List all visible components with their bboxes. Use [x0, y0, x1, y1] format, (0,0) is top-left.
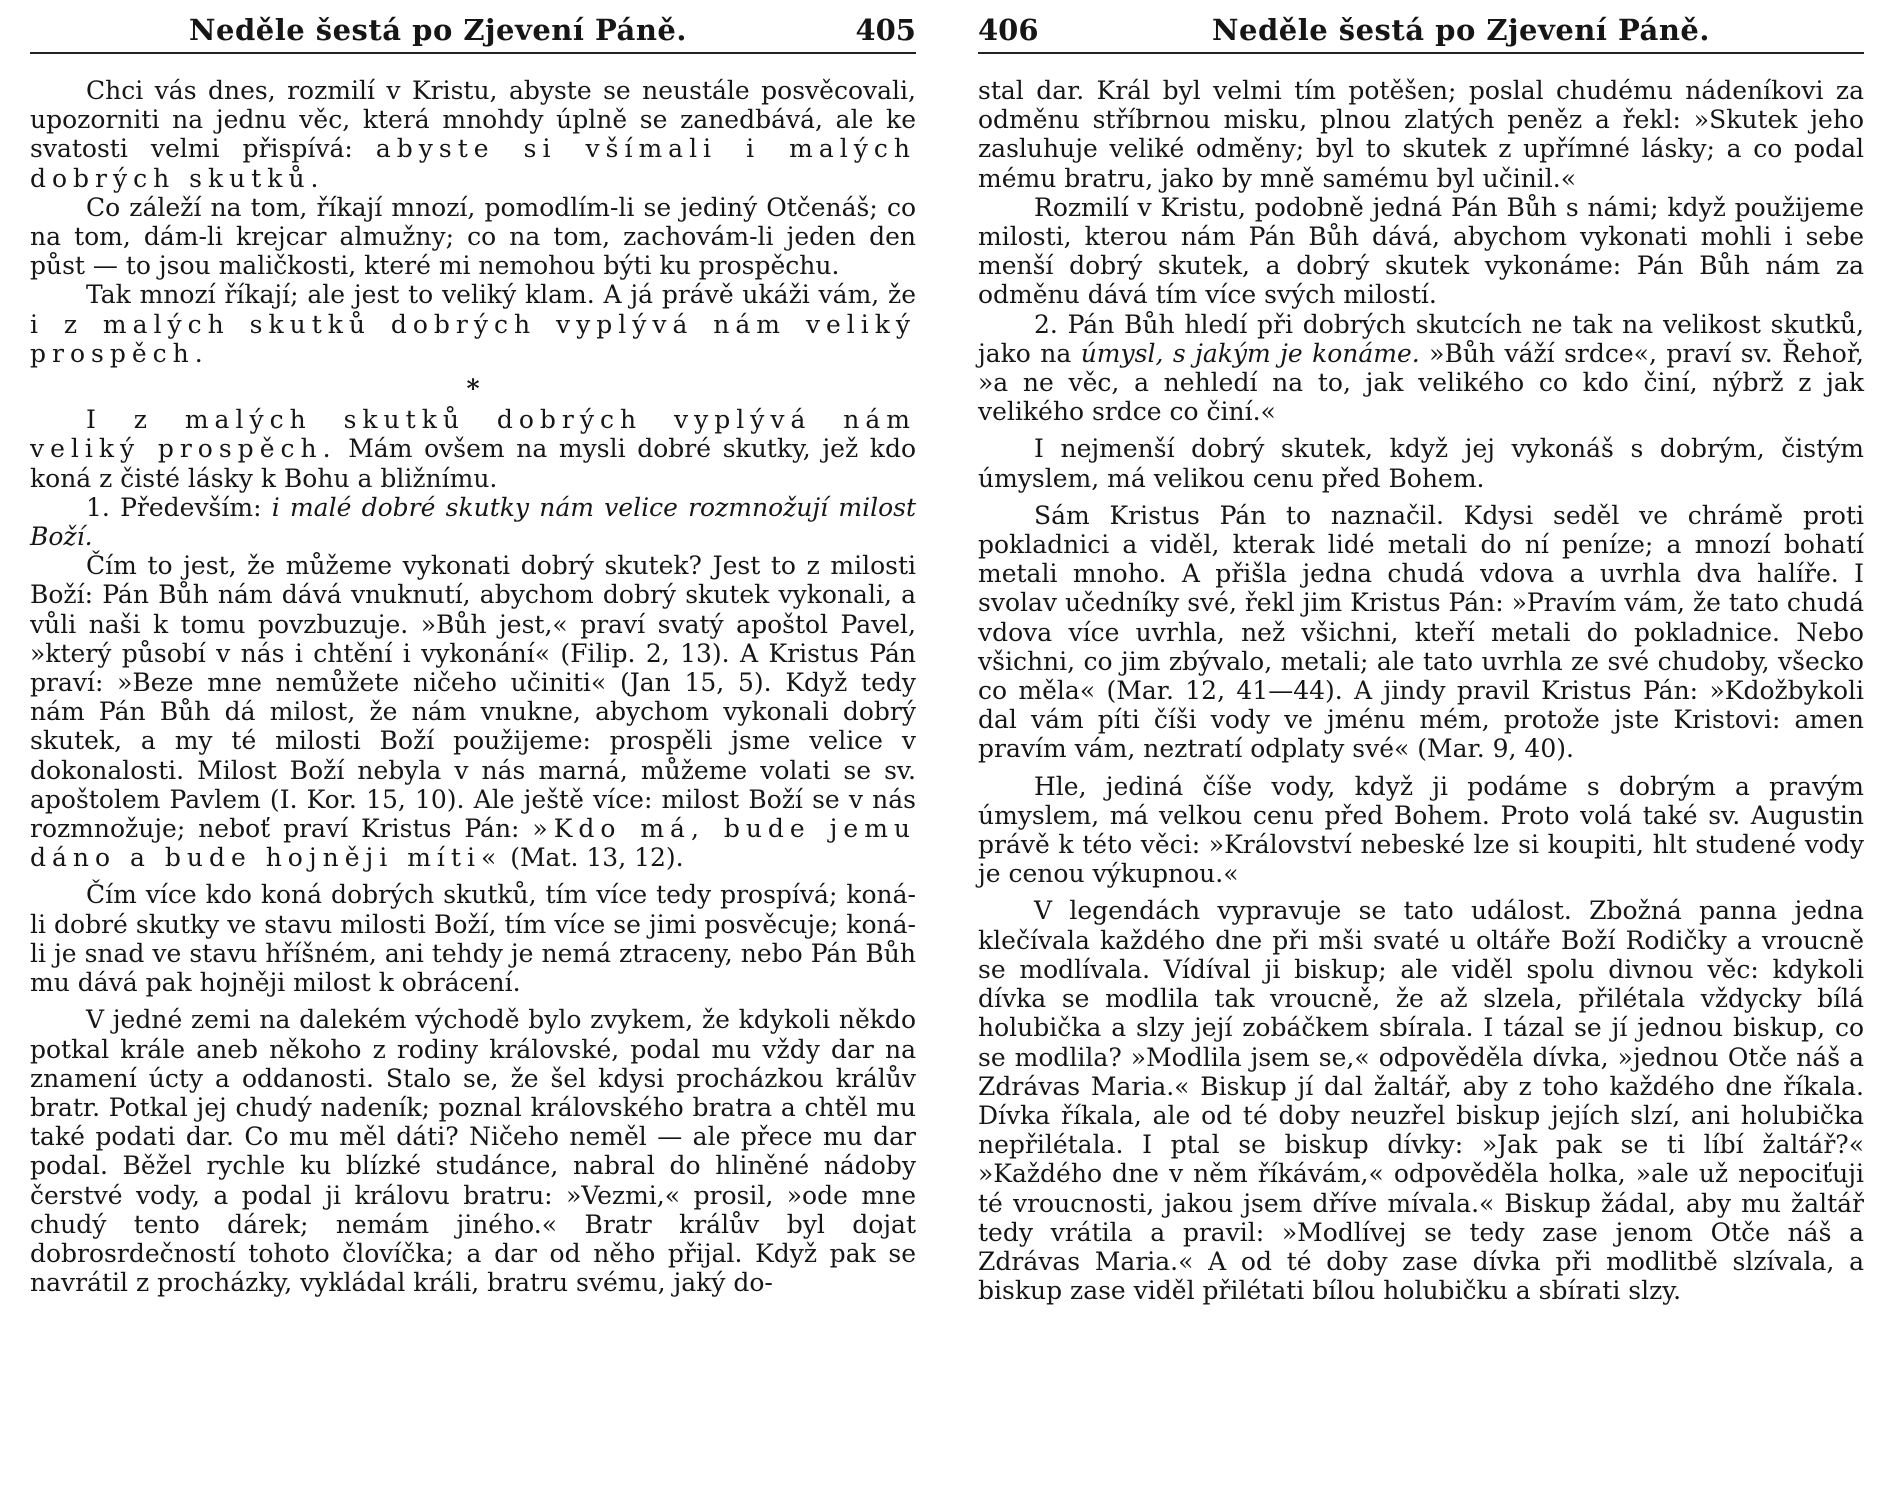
paragraph: Co záleží na tom, říkají mnozí, pomodlím-li se jediný Otčenáš; co na tom, dám-li krejcar almužny; co na tom, zachovám-li jeden den půst — to jsou maličkosti, které mi nemohou býti ku prospěchu.: [30, 192, 916, 281]
right-page: [966, 0, 1890, 1500]
left-page: [0, 0, 936, 1500]
paragraph-text: »Bůh váží srdce«, praví sv. Řehoř, »a ne věc, a nehledí na to, jak velikého co kdo činí, nýbrž z jak velikého srdce co činí.«: [978, 338, 1864, 427]
paragraph-text: Čím to jest, že můžeme vykonati dobrý skutek? Jest to z milosti Boží: Pán Bůh nám dává vnuknutí, abychom dobrý skutek vykonali, a vůli naši k tomu povzbuzuje. »Bůh jest,« praví svatý apoštol Pavel, »který působí v nás i chtění i vykonání« (Filip. 2, 13). A Kristus Pán praví: »Beze mne nemůžete ničeho učiniti« (Jan 15, 5). Když tedy nám Pán Bůh dá milost, že nám vnukne, abychom vykonali dobrý skutek, a my té milosti Boží použijeme: prospěli jsme velice v dokonalosti. Milost Boží nebyla v nás marná, můžeme volati se sv. apoštolem Pavlem (I. Kor. 15, 10). Ale ještě více: milost Boží se v nás rozmnožuje; neboť praví Kristus Pán:: [30, 551, 916, 844]
running-title: Neděle šestá po Zjevení Páně.: [1212, 13, 1710, 47]
paragraph: Sám Kristus Pán to naznačil. Kdysi seděl ve chrámě proti pokladnici a viděl, kterak lidé metali do ní peníze; a mnozí bohatí metali mnoho. A přišla jedna chudá vdova a uvrhla dva halíře. I svolav učedníky své, řekl jim Kristus Pán: »Pravím vám, že tato chudá vdova více uvrhla, než všichni, kteří metali do pokladnice. Nebo všichni, co jim zbývalo, metali; ale tato uvrhla ze své chudoby, všecko co měla« (Mar. 12, 41—44). A jindy pravil Kristus Pán: »Kdožbykoli dal vám píti číši vody ve jménu mém, protože jste Kristovi: amen pravím vám, neztratí odplaty své« (Mar. 9, 40).: [978, 500, 1864, 764]
paragraph-text: 2. Pán Bůh hledí při dobrých skutcích ne tak na velikost skutků, jako na: [978, 309, 1864, 368]
spaced-emphasis: »Kdo má, bude jemu dáno a bude hojněji míti«: [30, 814, 916, 873]
italic-emphasis: úmysl, s jakým je konáme.: [1080, 338, 1420, 368]
paragraph: [30, 551, 916, 872]
paragraph-text: Chci vás dnes, rozmilí v Kristu, abyste se neustále posvěcovali, upozorniti na jednu věc, která mnohdy úplně se zanedbává, ale ke svatosti velmi přispívá:: [30, 76, 916, 164]
page-number: 406: [978, 13, 1039, 47]
page-body: [978, 76, 1864, 1305]
paragraph-text: (Mat. 13, 12).: [502, 843, 684, 873]
paragraph: Rozmilí v Kristu, podobně jedná Pán Bůh s námi; když použijeme milosti, kterou nám Pán Bůh dává, abychom vykonati mohli i sebe menší dobrý skutek, a dobrý skutek vykonáme: Pán Bůh nám za odměnu dává tím více svých milostí.: [978, 192, 1864, 310]
italic-emphasis: i malé dobré skutky nám velice rozmnožují milost Boží.: [30, 492, 916, 552]
spaced-emphasis: I z malých skutků dobrých vyplývá nám veliký prospěch.: [30, 405, 916, 464]
paragraph-text: Mám ovšem na mysli dobré skutky, jež kdo koná z čisté lásky k Bohu a bližnímu.: [30, 434, 917, 493]
paragraph: stal dar. Král byl velmi tím potěšen; poslal chudému nádeníkovi za odměnu stříbrnou misku, plnou zlatých peněz a řekl: »Skutek jeho zasluhuje veliké odměny; byl to skutek z upřímné lásky; a co podal mému bratru, jako by mně samému byl učinil.«: [978, 76, 1864, 193]
section-divider: *: [466, 374, 480, 404]
page-header: [978, 8, 1864, 54]
paragraph: [30, 493, 916, 551]
page-number: 405: [855, 13, 916, 47]
paragraph: V legendách vypravuje se tato událost. Zbožná panna jedna klečívala každého dne při mši svaté u oltáře Boží Rodičky a vroucně se modlívala. Vídíval ji biskup; ale viděl spolu divnou věc: kdykoli dívka se modlila tak vroucně, že až slzela, přilétala vždycky bílá holubička a slzy její zobáčkem sbírala. I tázal se jí jednou biskup, co se modlila? »Modlila jsem se,« odpověděla dívka, »jednou Otče náš a Zdrávas Maria.« Biskup jí dal žaltář, aby z toho každého dne říkala. Dívka říkala, ale od té doby neuzřel biskup jejích slzí, ani holubička nepřilétala. I ptal se biskup dívky: »Jak pak se ti líbí žaltář?« »Každého dne v něm říkávám,« odpověděla holka, »ale už nepociťuji té vroucnosti, jakou jsem dříve mívala.« Biskup žádal, aby mu žaltář tedy vrátila a pravil: »Modlívej se tedy zase jenom Otče náš a Zdrávas Maria.« A od té doby zase dívka při modlitbě slzívala, a biskup zase viděl přilétati bílou holubičku a sbírati slzy.: [978, 896, 1864, 1306]
paragraph: Čím více kdo koná dobrých skutků, tím více tedy prospívá; koná-li dobré skutky ve stavu milosti Boží, tím více se jimi posvěcuje; koná-li je snad ve stavu hříšném, ani tehdy je nemá ztraceny, nebo Pán Bůh mu dává pak hojněji milost k obrácení.: [30, 880, 916, 998]
paragraph: [30, 76, 916, 193]
paragraph: I nejmenší dobrý skutek, když jej vykonáš s dobrým, čistým úmyslem, má velikou cenu před Bohem.: [978, 434, 1864, 493]
page-header: [30, 8, 916, 54]
paragraph: [978, 310, 1864, 427]
paragraph: Hle, jediná číše vody, když ji podáme s dobrým a pravým úmyslem, má velkou cenu před Bohem. Proto volá také sv. Augustin právě k této věci: »Království nebeské lze si koupiti, hlt studené vody je cenou výkupnou.«: [978, 771, 1864, 889]
spaced-emphasis: i z malých skutků dobrých vyplývá nám veliký prospěch.: [30, 309, 916, 368]
spaced-emphasis: abyste si všímali i malých dobrých skutků.: [30, 134, 916, 193]
paragraph-text: Tak mnozí říkají; ale jest to veliký klam. A já právě ukáži vám, že: [86, 280, 916, 310]
page-body: [30, 76, 916, 1297]
paragraph: [30, 280, 916, 368]
paragraph: [30, 405, 916, 493]
running-title: Neděle šestá po Zjevení Páně.: [189, 13, 687, 47]
paragraph-text: 1. Především:: [86, 492, 272, 522]
paragraph: V jedné zemi na dalekém východě bylo zvykem, že kdykoli někdo potkal krále aneb někoho z rodiny královské, podal mu vždy dar na znamení úcty a oddanosti. Stalo se, že šel kdysi procházkou králův bratr. Potkal jej chudý nadeník; poznal královského bratra a chtěl mu také podati dar. Co mu měl dáti? Ničeho neměl — ale přece mu dar podal. Běžel rychle ku blízké studánce, nabral do hliněné nádoby čerstvé vody, a podal ji královu bratru: »Vezmi,« prosil, »ode mne chudý tento dárek; nemám jiného.« Bratr králův byl dojat dobrosrdečností tohoto človíčka; a dar od něho přijal. Když pak se navrátil z procházky, vykládal králi, bratru svému, jaký do-: [30, 1005, 916, 1298]
